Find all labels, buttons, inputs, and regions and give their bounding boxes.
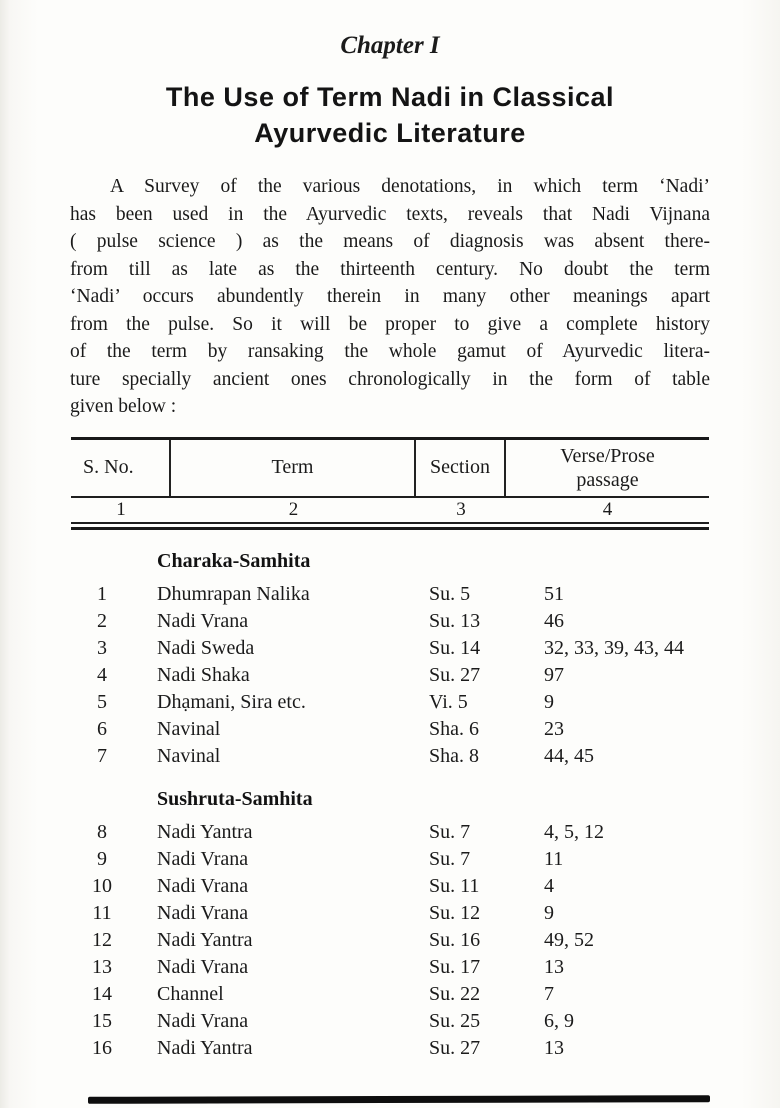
cell-sno: 2 (97, 609, 107, 632)
table-row (71, 981, 709, 1008)
cell-term: Nadi Yantra (157, 1036, 253, 1059)
cell-section: Su. 12 (429, 901, 481, 924)
cell-sno: 6 (97, 717, 107, 740)
cell-sno: 13 (92, 955, 112, 978)
cell-passage: 11 (544, 847, 564, 870)
paragraph-line: from the pulse. So it will be proper to give a complete history (70, 313, 710, 335)
cell-passage: 23 (544, 717, 564, 740)
column-number-3: 3 (456, 498, 466, 520)
table-header-term: Term (171, 440, 416, 496)
cell-passage: 44, 45 (544, 744, 594, 767)
cell-sno: 15 (92, 1009, 112, 1032)
column-numbers-row (71, 498, 709, 524)
paragraph-line: from till as late as the thirteenth century. No doubt the term (70, 258, 710, 280)
cell-sno: 5 (97, 690, 107, 713)
cell-passage: 49, 52 (544, 928, 594, 951)
nadi-term-table (71, 437, 709, 1062)
cell-sno: 3 (97, 636, 107, 659)
column-number-2: 2 (288, 498, 299, 520)
paragraph-line: ( pulse science ) as the means of diagnosis was absent there- (70, 231, 710, 252)
cell-term: Nadi Yantra (157, 820, 253, 843)
table-header-passage (506, 440, 709, 496)
table-row (71, 927, 709, 954)
paragraph-line: ‘Nadi’ occurs abundently therein in many other meanings apart (70, 286, 710, 307)
cell-sno: 8 (97, 820, 107, 843)
table-section-heading: Charaka-Samhita (157, 549, 311, 572)
table-section-heading: Sushruta-Samhita (157, 787, 313, 810)
cell-section: Su. 16 (429, 928, 481, 951)
cell-section: Su. 14 (429, 636, 481, 659)
table-row (71, 819, 709, 846)
table-row (71, 846, 709, 873)
cell-passage: 13 (544, 1036, 564, 1059)
cell-passage: 13 (544, 955, 564, 978)
cell-section: Su. 27 (429, 1036, 481, 1059)
cell-section: Su. 11 (429, 874, 480, 897)
cell-term: Nadi Sweda (157, 636, 255, 659)
cell-sno: 16 (92, 1036, 112, 1059)
cell-passage: 4, 5, 12 (544, 820, 604, 843)
cell-section: Su. 7 (429, 847, 471, 870)
cell-section: Su. 27 (429, 663, 481, 686)
page-bottom-scan-edge (88, 1095, 710, 1104)
cell-term: Nadi Vrana (157, 955, 249, 978)
page-title (0, 79, 780, 151)
cell-sno: 11 (92, 901, 112, 924)
cell-sno: 10 (92, 874, 112, 897)
table-row (71, 689, 709, 716)
table-header-row (71, 440, 709, 498)
paragraph-line: ture specially ancient ones chronologically in the form of table (70, 368, 710, 390)
table-row (71, 1035, 709, 1062)
paragraph-line: given below : (70, 396, 177, 417)
column-number-4: 4 (602, 498, 613, 520)
cell-term: Navinal (157, 717, 221, 740)
table-row (71, 1008, 709, 1035)
cell-passage: 51 (544, 582, 564, 605)
cell-section: Vi. 5 (429, 690, 468, 713)
paragraph-line: of the term by ransaking the whole gamut of Ayurvedic litera- (70, 341, 710, 362)
paragraph-line: A Survey of the various denotations, in which term ‘Nadi’ (110, 176, 710, 197)
cell-term: Nadi Vrana (157, 901, 249, 924)
table-row (71, 581, 709, 608)
chapter-heading: Chapter I (340, 32, 440, 59)
cell-term: Nadi Yantra (157, 928, 253, 951)
table-row (71, 635, 709, 662)
cell-term: Channel (157, 982, 224, 1005)
cell-section: Su. 22 (429, 982, 481, 1005)
cell-term: Nadi Vrana (157, 847, 249, 870)
cell-passage: 32, 33, 39, 43, 44 (544, 636, 684, 659)
cell-section: Su. 7 (429, 820, 471, 843)
cell-term: Nadi Vrana (157, 609, 249, 632)
cell-sno: 7 (97, 744, 107, 767)
cell-section: Su. 25 (429, 1009, 481, 1032)
cell-sno: 9 (97, 847, 107, 870)
cell-term: Nadi Shaka (157, 663, 250, 686)
cell-term: Navinal (157, 744, 221, 767)
cell-passage: 9 (544, 690, 554, 713)
cell-section: Su. 13 (429, 609, 481, 632)
cell-passage: 46 (544, 609, 564, 632)
cell-section: Sha. 6 (429, 717, 479, 740)
table-row (71, 743, 709, 770)
cell-sno: 1 (97, 582, 107, 605)
table-row (71, 716, 709, 743)
cell-passage: 4 (544, 874, 554, 897)
cell-section: Su. 5 (429, 582, 471, 605)
cell-term: Nadi Vrana (157, 1009, 249, 1032)
page-title-line-1: The Use of Term Nadi in Classical (165, 82, 615, 112)
cell-passage: 6, 9 (544, 1009, 574, 1032)
table-row (71, 873, 709, 900)
table-header-section: Section (416, 440, 506, 496)
cell-sno: 14 (92, 982, 112, 1005)
table-row (71, 900, 709, 927)
intro-paragraph (70, 173, 710, 421)
table-header-sno: S. No. (71, 440, 171, 496)
table-row (71, 954, 709, 981)
table-header-passage-label: Verse/Prose passage (560, 444, 655, 491)
cell-sno: 4 (97, 663, 107, 686)
cell-sno: 12 (92, 928, 112, 951)
column-number-1: 1 (116, 498, 126, 520)
paragraph-line: has been used in the Ayurvedic texts, reveals that Nadi Vijnana (70, 203, 710, 225)
cell-passage: 9 (544, 901, 554, 924)
cell-term: Nadi Vrana (157, 874, 249, 897)
table-body (71, 530, 709, 1062)
cell-passage: 97 (544, 663, 564, 686)
cell-term: Dhạmani, Sira etc. (157, 690, 306, 713)
page-title-line-2: Ayurvedic Literature (254, 118, 526, 148)
cell-passage: 7 (544, 982, 554, 1005)
cell-term: Dhumrapan Nalika (157, 582, 310, 605)
table-row (71, 608, 709, 635)
cell-section: Su. 17 (429, 955, 481, 978)
cell-section: Sha. 8 (429, 744, 479, 767)
table-row (71, 662, 709, 689)
